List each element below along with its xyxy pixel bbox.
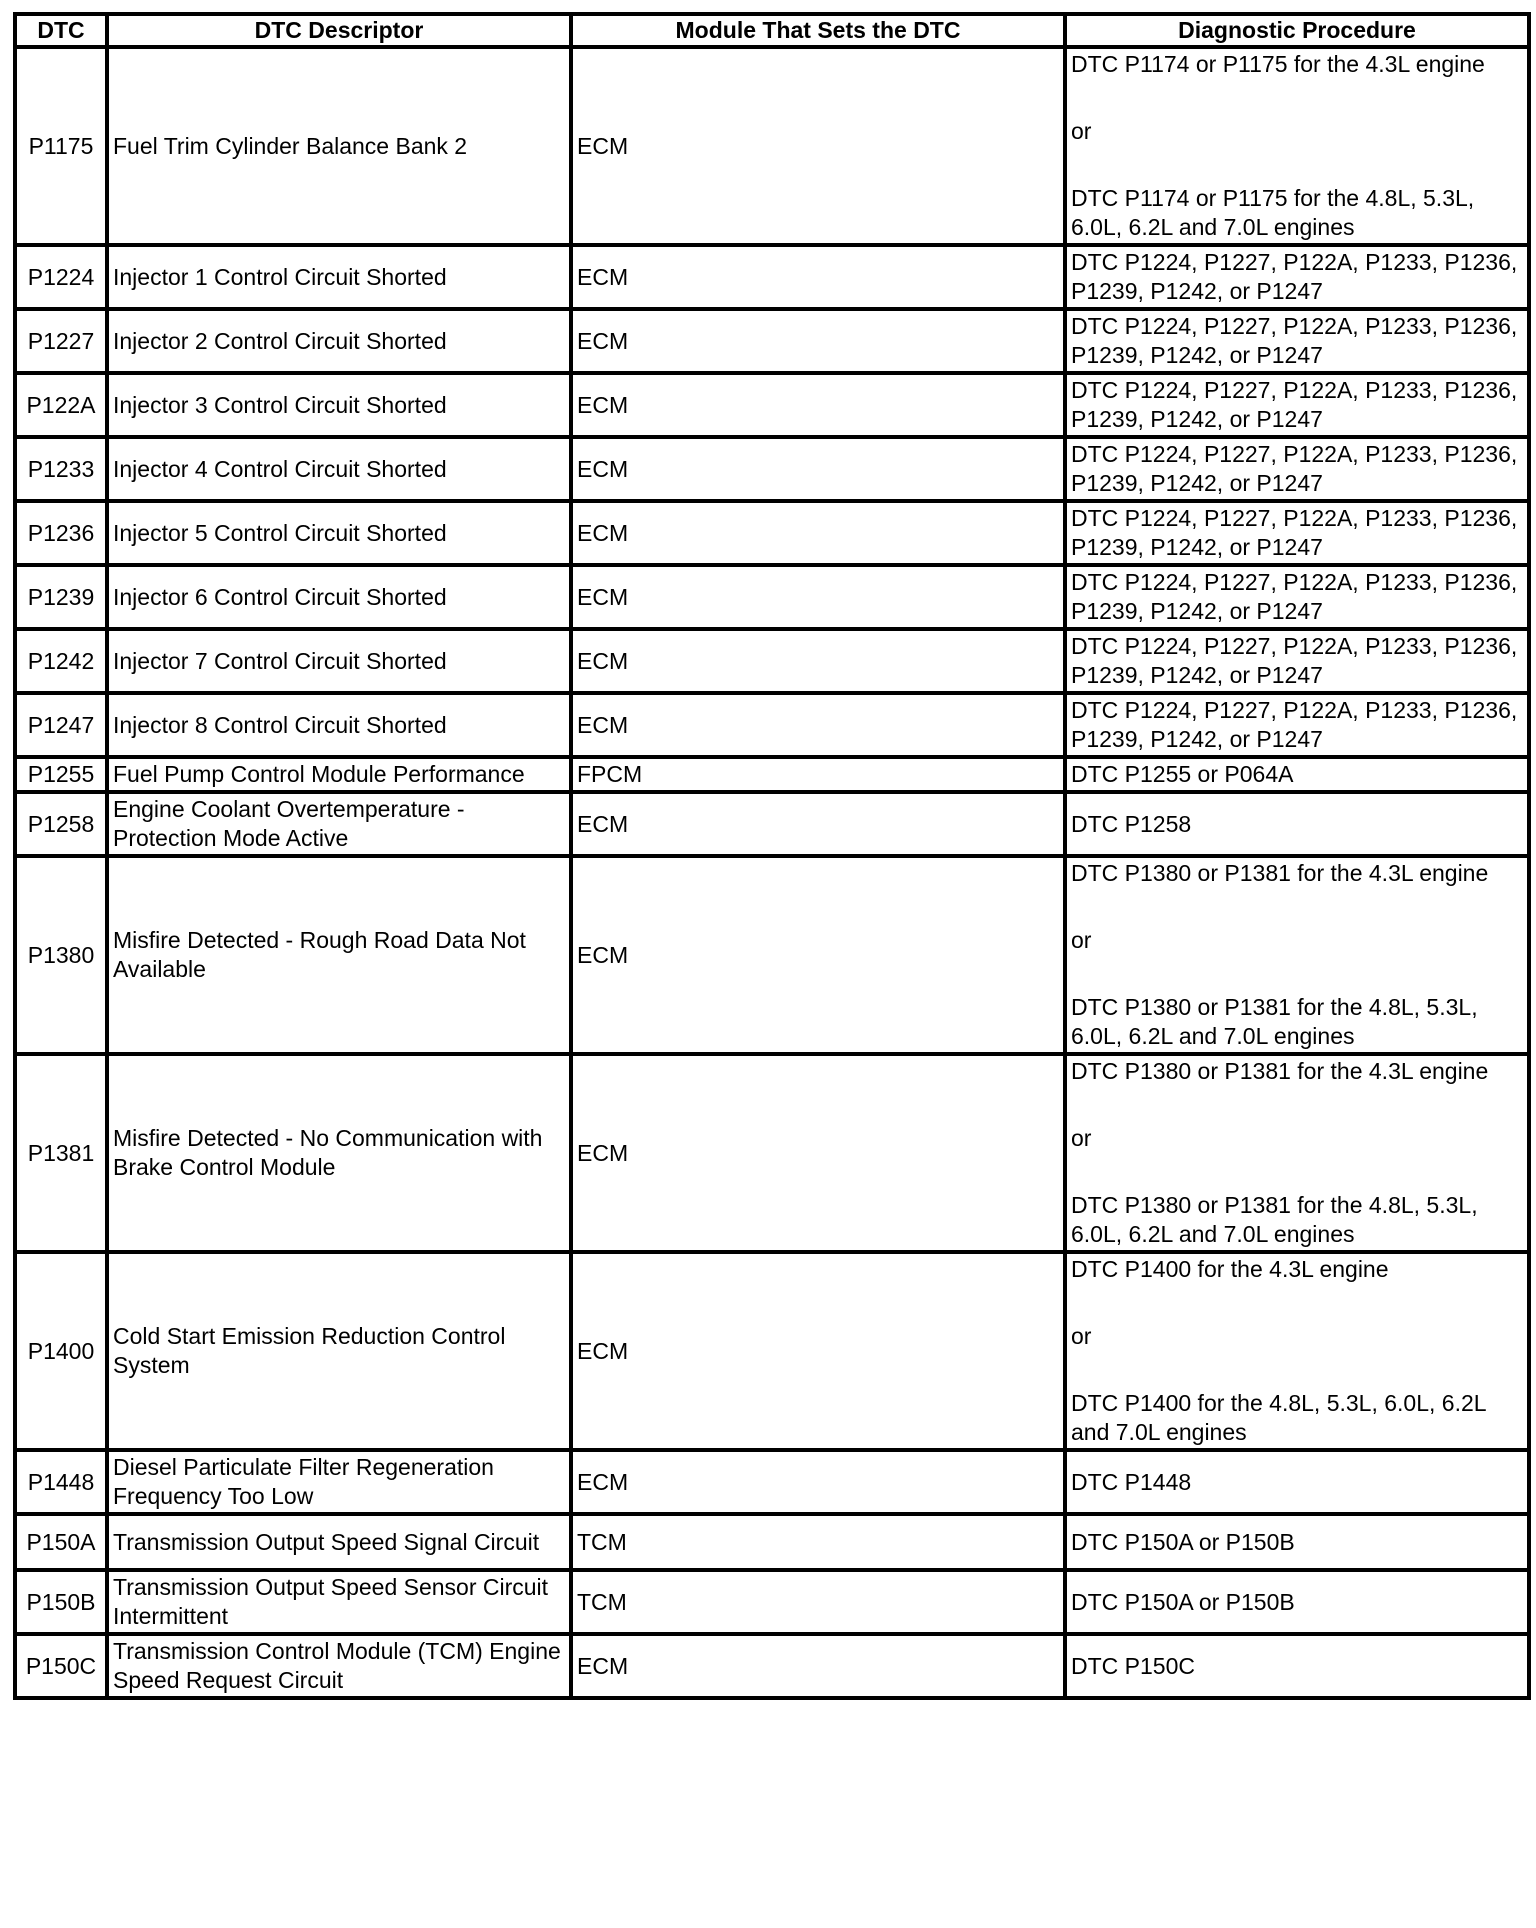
procedure-text: DTC P1174 or P1175 for the 4.3L engine: [1071, 51, 1485, 77]
diagnostic-procedure-cell: [1065, 565, 1529, 629]
table-row: [15, 629, 1529, 693]
dtc-descriptor-cell: Engine Coolant Overtemperature - Protection Mode Active: [107, 792, 571, 856]
dtc-code-cell: P1224: [15, 245, 107, 309]
procedure-text: DTC P1380 or P1381 for the 4.3L engine: [1071, 1058, 1489, 1084]
dtc-code-cell: P1380: [15, 856, 107, 1054]
dtc-code-cell: P1448: [15, 1450, 107, 1514]
table-row: [15, 1450, 1529, 1514]
procedure-text: DTC P1380 or P1381 for the 4.8L, 5.3L, 6.0L, 6.2L and 7.0L engines: [1071, 994, 1478, 1049]
diagnostic-procedure-cell: [1065, 501, 1529, 565]
table-row: [15, 1252, 1529, 1450]
header-descriptor: DTC Descriptor: [107, 14, 571, 47]
diagnostic-procedure-cell: [1065, 47, 1529, 245]
procedure-text: DTC P150A or P150B: [1071, 1528, 1295, 1555]
procedure-text: DTC P1255 or P064A: [1071, 761, 1294, 787]
dtc-code-cell: P1247: [15, 693, 107, 757]
module-cell: TCM: [571, 1514, 1065, 1570]
diagnostic-procedure-cell: [1065, 1634, 1529, 1698]
procedure-text: DTC P1224, P1227, P122A, P1233, P1236, P1239, P1242, or P1247: [1071, 505, 1518, 560]
module-cell: ECM: [571, 1252, 1065, 1450]
diagnostic-procedure-cell: [1065, 792, 1529, 856]
table-row: [15, 757, 1529, 792]
module-cell: ECM: [571, 501, 1065, 565]
table-row: [15, 501, 1529, 565]
procedure-text: DTC P1400 for the 4.3L engine: [1071, 1256, 1389, 1282]
dtc-descriptor-cell: Misfire Detected - No Communication with Brake Control Module: [107, 1054, 571, 1252]
module-cell: TCM: [571, 1570, 1065, 1634]
dtc-code-cell: P150A: [15, 1514, 107, 1570]
header-row: [15, 14, 1529, 47]
diagnostic-procedure-cell: [1065, 1450, 1529, 1514]
diagnostic-procedure-cell: [1065, 1252, 1529, 1450]
dtc-descriptor-cell: Fuel Pump Control Module Performance: [107, 757, 571, 792]
table-row: [15, 309, 1529, 373]
table-row: [15, 245, 1529, 309]
module-cell: ECM: [571, 856, 1065, 1054]
procedure-text: DTC P1448: [1071, 1468, 1192, 1495]
module-cell: ECM: [571, 373, 1065, 437]
table-row: [15, 693, 1529, 757]
dtc-code-cell: P1255: [15, 757, 107, 792]
procedure-or-text: or: [1071, 1323, 1092, 1349]
dtc-descriptor-cell: Transmission Output Speed Sensor Circuit Intermittent: [107, 1570, 571, 1634]
diagnostic-procedure-cell: [1065, 373, 1529, 437]
diagnostic-procedure-cell: [1065, 437, 1529, 501]
procedure-text: DTC P1224, P1227, P122A, P1233, P1236, P1239, P1242, or P1247: [1071, 377, 1518, 432]
dtc-code-cell: P150B: [15, 1570, 107, 1634]
table-row: [15, 373, 1529, 437]
dtc-code-cell: P150C: [15, 1634, 107, 1698]
procedure-text: DTC P1380 or P1381 for the 4.3L engine: [1071, 860, 1489, 886]
module-cell: ECM: [571, 245, 1065, 309]
dtc-descriptor-cell: Injector 1 Control Circuit Shorted: [107, 245, 571, 309]
procedure-text: DTC P150C: [1071, 1652, 1195, 1679]
diagnostic-procedure-cell: [1065, 1570, 1529, 1634]
diagnostic-procedure-cell: [1065, 856, 1529, 1054]
procedure-text: DTC P1224, P1227, P122A, P1233, P1236, P1239, P1242, or P1247: [1071, 569, 1518, 624]
dtc-descriptor-cell: Injector 7 Control Circuit Shorted: [107, 629, 571, 693]
procedure-text: DTC P1174 or P1175 for the 4.8L, 5.3L, 6.0L, 6.2L and 7.0L engines: [1071, 185, 1475, 240]
procedure-text: DTC P1224, P1227, P122A, P1233, P1236, P1239, P1242, or P1247: [1071, 313, 1518, 368]
dtc-descriptor-cell: Transmission Output Speed Signal Circuit: [107, 1514, 571, 1570]
module-cell: ECM: [571, 1634, 1065, 1698]
dtc-descriptor-cell: Injector 3 Control Circuit Shorted: [107, 373, 571, 437]
dtc-descriptor-cell: Fuel Trim Cylinder Balance Bank 2: [107, 47, 571, 245]
table-row: [15, 1054, 1529, 1252]
dtc-code-cell: P1233: [15, 437, 107, 501]
procedure-or-text: or: [1071, 118, 1092, 144]
dtc-code-cell: P1227: [15, 309, 107, 373]
procedure-text: DTC P1258: [1071, 810, 1192, 837]
procedure-text: DTC P1400 for the 4.8L, 5.3L, 6.0L, 6.2L and 7.0L engines: [1071, 1390, 1486, 1445]
header-module: Module That Sets the DTC: [571, 14, 1065, 47]
module-cell: ECM: [571, 309, 1065, 373]
procedure-or-text: or: [1071, 927, 1092, 953]
dtc-code-cell: P1258: [15, 792, 107, 856]
module-cell: ECM: [571, 792, 1065, 856]
table-body: [15, 47, 1529, 1698]
dtc-descriptor-cell: Diesel Particulate Filter Regeneration Frequency Too Low: [107, 1450, 571, 1514]
dtc-code-cell: P1242: [15, 629, 107, 693]
procedure-text: DTC P1224, P1227, P122A, P1233, P1236, P1239, P1242, or P1247: [1071, 633, 1518, 688]
diagnostic-procedure-cell: [1065, 757, 1529, 792]
diagnostic-procedure-cell: [1065, 1054, 1529, 1252]
dtc-descriptor-cell: Injector 8 Control Circuit Shorted: [107, 693, 571, 757]
procedure-text: DTC P1380 or P1381 for the 4.8L, 5.3L, 6.0L, 6.2L and 7.0L engines: [1071, 1192, 1478, 1247]
diagnostic-procedure-cell: [1065, 1514, 1529, 1570]
module-cell: ECM: [571, 1450, 1065, 1514]
header-procedure: Diagnostic Procedure: [1065, 14, 1529, 47]
procedure-text: DTC P1224, P1227, P122A, P1233, P1236, P1239, P1242, or P1247: [1071, 697, 1518, 752]
dtc-descriptor-cell: Injector 2 Control Circuit Shorted: [107, 309, 571, 373]
module-cell: ECM: [571, 47, 1065, 245]
dtc-descriptor-cell: Injector 4 Control Circuit Shorted: [107, 437, 571, 501]
dtc-code-cell: P1400: [15, 1252, 107, 1450]
dtc-code-cell: P1381: [15, 1054, 107, 1252]
dtc-descriptor-cell: Misfire Detected - Rough Road Data Not Available: [107, 856, 571, 1054]
diagnostic-procedure-cell: [1065, 309, 1529, 373]
procedure-text: DTC P1224, P1227, P122A, P1233, P1236, P1239, P1242, or P1247: [1071, 249, 1518, 304]
diagnostic-procedure-cell: [1065, 245, 1529, 309]
module-cell: ECM: [571, 693, 1065, 757]
table-row: [15, 1514, 1529, 1570]
procedure-text: DTC P150A or P150B: [1071, 1588, 1295, 1615]
table-row: [15, 1634, 1529, 1698]
diagnostic-procedure-cell: [1065, 629, 1529, 693]
dtc-descriptor-cell: Injector 6 Control Circuit Shorted: [107, 565, 571, 629]
dtc-code-cell: P1236: [15, 501, 107, 565]
dtc-code-cell: P1239: [15, 565, 107, 629]
module-cell: ECM: [571, 1054, 1065, 1252]
dtc-descriptor-cell: Cold Start Emission Reduction Control System: [107, 1252, 571, 1450]
module-cell: ECM: [571, 565, 1065, 629]
table-row: [15, 792, 1529, 856]
dtc-descriptor-cell: Transmission Control Module (TCM) Engine Speed Request Circuit: [107, 1634, 571, 1698]
module-cell: ECM: [571, 437, 1065, 501]
header-dtc: DTC: [15, 14, 107, 47]
dtc-descriptor-cell: Injector 5 Control Circuit Shorted: [107, 501, 571, 565]
procedure-or-text: or: [1071, 1125, 1092, 1151]
module-cell: ECM: [571, 629, 1065, 693]
table-row: [15, 47, 1529, 245]
procedure-text: DTC P1224, P1227, P122A, P1233, P1236, P1239, P1242, or P1247: [1071, 441, 1518, 496]
table-row: [15, 1570, 1529, 1634]
dtc-code-cell: P122A: [15, 373, 107, 437]
table-row: [15, 565, 1529, 629]
diagnostic-procedure-cell: [1065, 693, 1529, 757]
dtc-table: [13, 12, 1531, 1700]
module-cell: FPCM: [571, 757, 1065, 792]
table-row: [15, 856, 1529, 1054]
dtc-code-cell: P1175: [15, 47, 107, 245]
table-row: [15, 437, 1529, 501]
